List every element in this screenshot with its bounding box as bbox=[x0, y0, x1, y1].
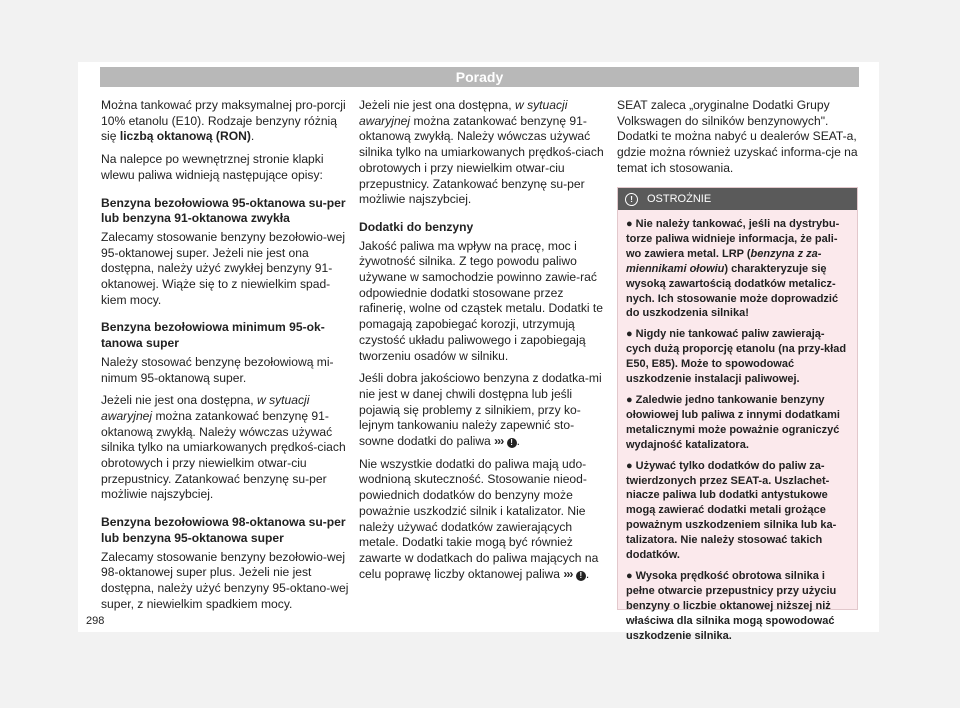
paragraph: Należy stosować benzynę bezołowiową mi-nimum 95-oktanową super. bbox=[101, 354, 334, 385]
text-column-1 bbox=[101, 98, 349, 619]
italic-term: w sytuacji awaryjnej bbox=[101, 393, 310, 423]
text-column-3 bbox=[617, 98, 865, 184]
page-number: 298 bbox=[86, 615, 105, 627]
paragraph: Zalecamy stosowanie benzyny bezołowio-wej 98-oktanowej super plus. Jeżeli nie jest dostępna, należy użyć benzyny 95-oktano-wej super, z niewielkim spadkiem mocy. bbox=[101, 549, 349, 611]
caution-icon: ! bbox=[576, 571, 586, 581]
text-column-2 bbox=[359, 98, 607, 589]
text: Jeżeli nie jest ona dostępna, bbox=[101, 393, 257, 408]
caution-body bbox=[618, 210, 857, 643]
paragraph: SEAT zaleca „oryginalne Dodatki Grupy Volkswagen do silników benzynowych". Dodatki te można nabyć u dealerów SEAT-a, gdzie można również uzyskać informa-cje na temat ich stosowania. bbox=[617, 98, 858, 175]
reference-arrow-link[interactable]: ››› bbox=[563, 566, 573, 581]
text: można zatankować benzynę 91-oktanową zwykłą. Należy wówczas używać silnika tylko na umiarkowanych prędkoś-ciach obrotowych i przy niewielkim otwar-ciu przepustnicy. Zatankować benzynę su-per możliwie najszybciej. bbox=[101, 408, 346, 502]
text: Nie należy tankować, jeśli na dystrybu-torze paliwa widnieje informacja, że pali-wo zawiera metal. LRP ( bbox=[626, 218, 840, 260]
text: Używać tylko dodatków do paliw za-twierdzonych przez SEAT-a. Uszlachet-niacze paliwa lub dodatki antystukowe mogą zawierać dodatki metali grożące poważnym uszkodzeniem silnika lub ka-talizatora. Nie należy stosować takich dodatków. bbox=[626, 459, 837, 562]
caution-title: OSTROŻNIE bbox=[647, 193, 712, 205]
subheading: Dodatki do benzyny bbox=[359, 219, 474, 234]
bullet-icon: ● bbox=[626, 218, 633, 230]
caution-item bbox=[626, 459, 849, 563]
caution-item bbox=[626, 327, 849, 387]
subheading: Benzyna bezołowiowa 95-oktanowa su-per lub benzyna 91-oktanowa zwykła bbox=[101, 195, 346, 226]
section-title: Porady bbox=[455, 69, 504, 85]
text: ) charakteryzuje się wysoką zawartością dodatków metalicz-nych. Ich stosowanie może doprowadzić do uszkodzenia silnika! bbox=[626, 262, 839, 320]
paragraph bbox=[101, 393, 349, 503]
caution-header bbox=[618, 188, 857, 210]
text: . bbox=[585, 566, 590, 581]
caution-box bbox=[617, 187, 858, 642]
subheading: Benzyna bezołowiowa 98-oktanowa su-per lub benzyna 95-oktanowa super bbox=[101, 515, 346, 545]
text: Zaledwie jedno tankowanie benzyny ołowiowej lub paliwa z innymi dodatkami metalicznymi może poważnie ograniczyć wydajność katalizatora. bbox=[626, 393, 840, 451]
caution-item bbox=[626, 569, 849, 644]
text: można zatankować benzynę 91-oktanową zwykłą. Należy wówczas używać silnika tylko na umiarkowanych prędkoś-ciach obrotowych i przy niewielkim otwar-ciu przepustnicy. Zatankować benzynę su-per możliwie najszybciej. bbox=[359, 113, 604, 207]
caution-item bbox=[626, 393, 849, 453]
bullet-icon: ● bbox=[626, 459, 633, 472]
text: . bbox=[516, 434, 520, 449]
caution-icon: ! bbox=[507, 438, 517, 448]
paragraph: Jakość paliwa ma wpływ na pracę, moc i żywotność silnika. Z tego powodu paliwo używane w samochodzie powinno zawie-rać odpowiednie dodatki stosowane przez rafinerię, wolne od cząstek metalu. Dodatki te pomagają zapobiegać korozji, utrzymują czystość układu paliwowego i zapobiegają tworzeniu osadów w silniku. bbox=[359, 238, 604, 363]
paragraph bbox=[101, 98, 349, 145]
exclamation-circle-icon: ! bbox=[625, 193, 638, 206]
text: Jeśli dobra jakościowo benzyna z dodatka-mi nie jest w danej chwili dostępna lub jeśli pojawią się problemy z silnikiem, przy ko-lejnym tankowaniu należy zapewnić sto-sowne dodatki do paliwa bbox=[359, 371, 602, 449]
text: Jeżeli nie jest ona dostępna, bbox=[359, 98, 515, 112]
bullet-icon: ● bbox=[626, 569, 633, 582]
text: Nigdy nie tankować paliw zawierają-cych dużą proporcję etanolu (na przy-kład E50, E85). Może to spowodować uszkodzenie instalacji paliwowej. bbox=[626, 328, 847, 386]
paragraph: Zalecamy stosowanie benzyny bezołowio-wej 95-oktanowej super. Jeżeli nie jest ona dostępna, należy użyć zwykłej benzyny 91-oktanowej. Wiąże się to z niewielkim spad-kiem mocy. bbox=[101, 229, 346, 307]
text: Wysoka prędkość obrotowa silnika i pełne otwarcie przepustnicy przy użyciu benzyny o liczbie oktanowej niższej niż właściwa dla silnika mogą spowodować uszkodzenie silnika. bbox=[626, 569, 837, 642]
paragraph bbox=[359, 98, 607, 208]
reference-arrow-link[interactable]: ››› bbox=[494, 434, 504, 449]
paragraph: Na nalepce po wewnętrznej stronie klapki wlewu paliwa widnieją następujące opisy: bbox=[101, 152, 324, 182]
caution-item bbox=[626, 217, 849, 321]
subheading: Benzyna bezołowiowa minimum 95-ok-tanowa super bbox=[101, 320, 325, 351]
paragraph bbox=[359, 371, 607, 450]
bold-term: liczbą oktanową (RON) bbox=[119, 129, 251, 144]
bullet-icon: ● bbox=[626, 328, 633, 341]
bullet-icon: ● bbox=[626, 393, 633, 406]
text: Można tankować przy maksymalnej pro-porcji 10% etanolu (E10). Rodzaje benzyny różnią się bbox=[101, 98, 346, 144]
italic-term: w sytuacji awaryjnej bbox=[359, 98, 568, 128]
text: . bbox=[250, 129, 255, 144]
section-header bbox=[100, 67, 859, 87]
italic-term: benzyna z za-miennikami ołowiu bbox=[626, 247, 822, 275]
text: Nie wszystkie dodatki do paliwa mają udo-wodnioną skuteczność. Stosowanie nieod-powiednich dodatków do benzyny może poważnie uszkodzić silnik i katalizator. Nie należy używać dodatków zawierających metale. Dodatki takie mogą być również zawarte w dodatkach do paliwa mających na celu poprawę liczby oktanowej paliwa bbox=[359, 456, 599, 581]
paragraph bbox=[359, 457, 607, 583]
